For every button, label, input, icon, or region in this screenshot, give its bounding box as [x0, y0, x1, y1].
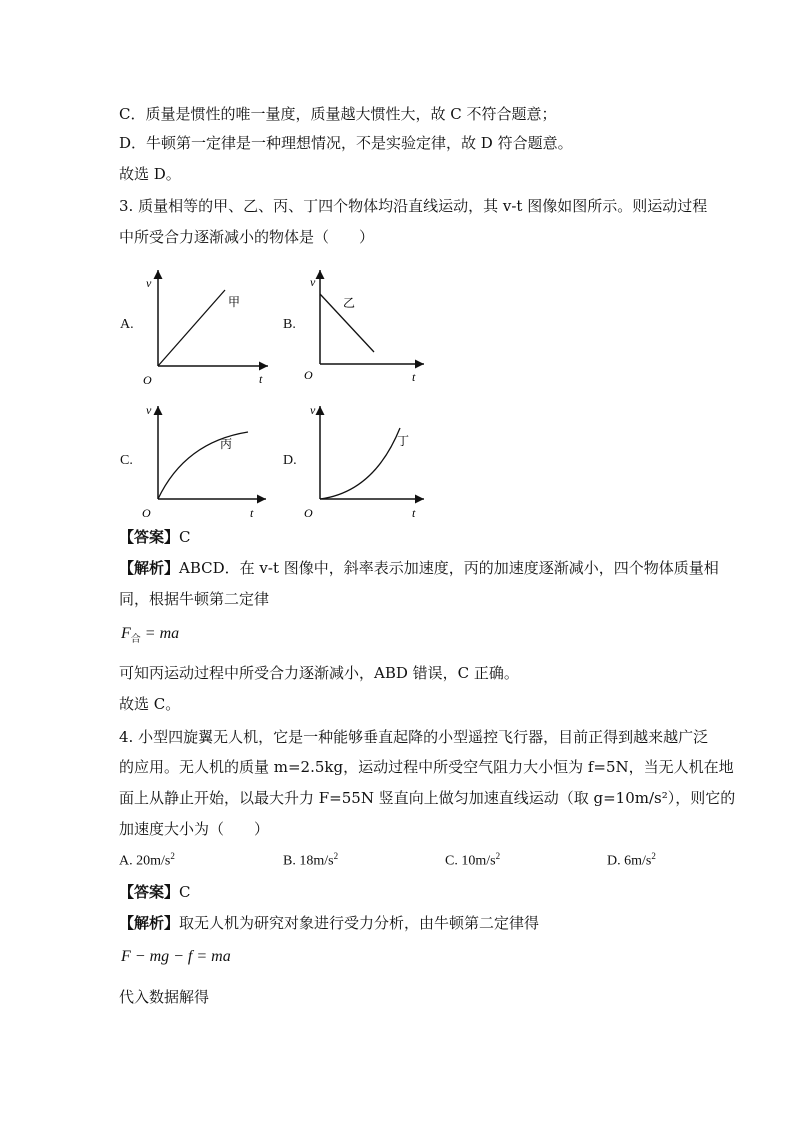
curve-label: 丁	[397, 434, 410, 448]
explanation-line: 同，根据牛顿第二定律	[119, 590, 270, 608]
choice-sup: 2	[170, 851, 175, 861]
answer-tag: 【答案】	[119, 528, 180, 546]
curve	[320, 428, 400, 499]
question-3-stem: 3. 质量相等的甲、乙、丙、丁四个物体均沿直线运动，其 v-t 图像如图所示。则运动过程	[119, 197, 708, 215]
v-label: v	[146, 403, 152, 417]
explanation-text: ABCD．在 v-t 图像中，斜率表示加速度，丙的加速度逐渐减小，四个物体质量相	[179, 559, 719, 577]
answer-3	[119, 527, 191, 547]
eq-f: F	[121, 625, 131, 642]
t-label: t	[412, 370, 416, 384]
curve-label: 甲	[228, 295, 241, 309]
equation-newton	[121, 625, 179, 643]
text-line: C．质量是惯性的唯一量度，质量越大惯性大，故 C 不符合题意；	[119, 105, 557, 123]
answer-tag: 【答案】	[119, 883, 180, 901]
choice-sup: 2	[333, 851, 339, 861]
choice-sup: 2	[495, 851, 501, 861]
origin-label: O	[143, 373, 152, 387]
option-label: D.	[283, 453, 297, 468]
choice-sup: 2	[651, 851, 656, 861]
explanation-4	[119, 913, 539, 933]
origin-label: O	[304, 368, 313, 382]
t-label: t	[259, 372, 263, 386]
answer-value: C	[179, 883, 191, 901]
origin-label: O	[142, 506, 151, 520]
choice-text: D. 6m/s	[607, 853, 652, 869]
choice-text: B. 18m/s	[283, 853, 334, 869]
choice-text: A. 20m/s	[119, 853, 171, 869]
t-label: t	[412, 506, 416, 520]
question-4-stem: 加速度大小为（ ）	[119, 820, 270, 838]
explanation-3	[119, 558, 719, 578]
curve	[158, 290, 225, 366]
graph-d	[302, 400, 432, 525]
choice-text: C. 10m/s	[445, 853, 496, 869]
explanation-tag: 【解析】	[119, 914, 180, 932]
v-label: v	[310, 275, 316, 289]
explanation-line: 故选 C。	[119, 695, 181, 713]
curve-label: 丙	[220, 437, 233, 451]
origin-label: O	[304, 506, 313, 520]
answer-4	[119, 882, 191, 902]
choice-d	[607, 851, 656, 870]
curve-label: 乙	[343, 296, 356, 310]
text-line: 故选 D。	[119, 165, 181, 183]
choice-a	[119, 851, 175, 870]
explanation-text: 取无人机为研究对象进行受力分析，由牛顿第二定律得	[179, 914, 540, 932]
v-label: v	[310, 403, 316, 417]
explanation-tag: 【解析】	[119, 559, 180, 577]
choice-b	[283, 851, 338, 870]
question-3-stem: 中所受合力逐渐减小的物体是（ ）	[119, 228, 375, 246]
graph-b	[302, 262, 432, 387]
curve	[158, 432, 248, 499]
question-4-stem: 的应用。无人机的质量 m=2.5kg，运动过程中所受空气阻力大小恒为 f=5N，当无人机在地	[119, 758, 734, 776]
choice-c	[445, 851, 500, 870]
equation-drone: F − mg − f = ma	[121, 948, 231, 965]
option-label: B.	[283, 317, 296, 332]
graph-a	[140, 262, 275, 387]
question-4-stem: 4. 小型四旋翼无人机，它是一种能够垂直起降的小型遥控飞行器，目前正得到越来越广泛	[119, 728, 709, 746]
explanation-line: 可知丙运动过程中所受合力逐渐减小，ABD 错误，C 正确。	[119, 664, 519, 682]
question-4-stem: 面上从静止开始，以最大升力 F=55N 竖直向上做匀加速直线运动（取 g=10m/s²），则它的	[119, 789, 736, 807]
option-label: A.	[120, 317, 134, 332]
eq-sub: 合	[130, 634, 141, 645]
explanation-line: 代入数据解得	[119, 988, 210, 1006]
option-label: C.	[120, 453, 133, 468]
eq-rhs: = ma	[140, 625, 180, 642]
t-label: t	[250, 506, 254, 520]
graph-c	[140, 400, 275, 525]
text-line: D．牛顿第一定律是一种理想情况，不是实验定律，故 D 符合题意。	[119, 134, 573, 152]
v-label: v	[146, 276, 152, 290]
answer-value: C	[179, 528, 191, 546]
